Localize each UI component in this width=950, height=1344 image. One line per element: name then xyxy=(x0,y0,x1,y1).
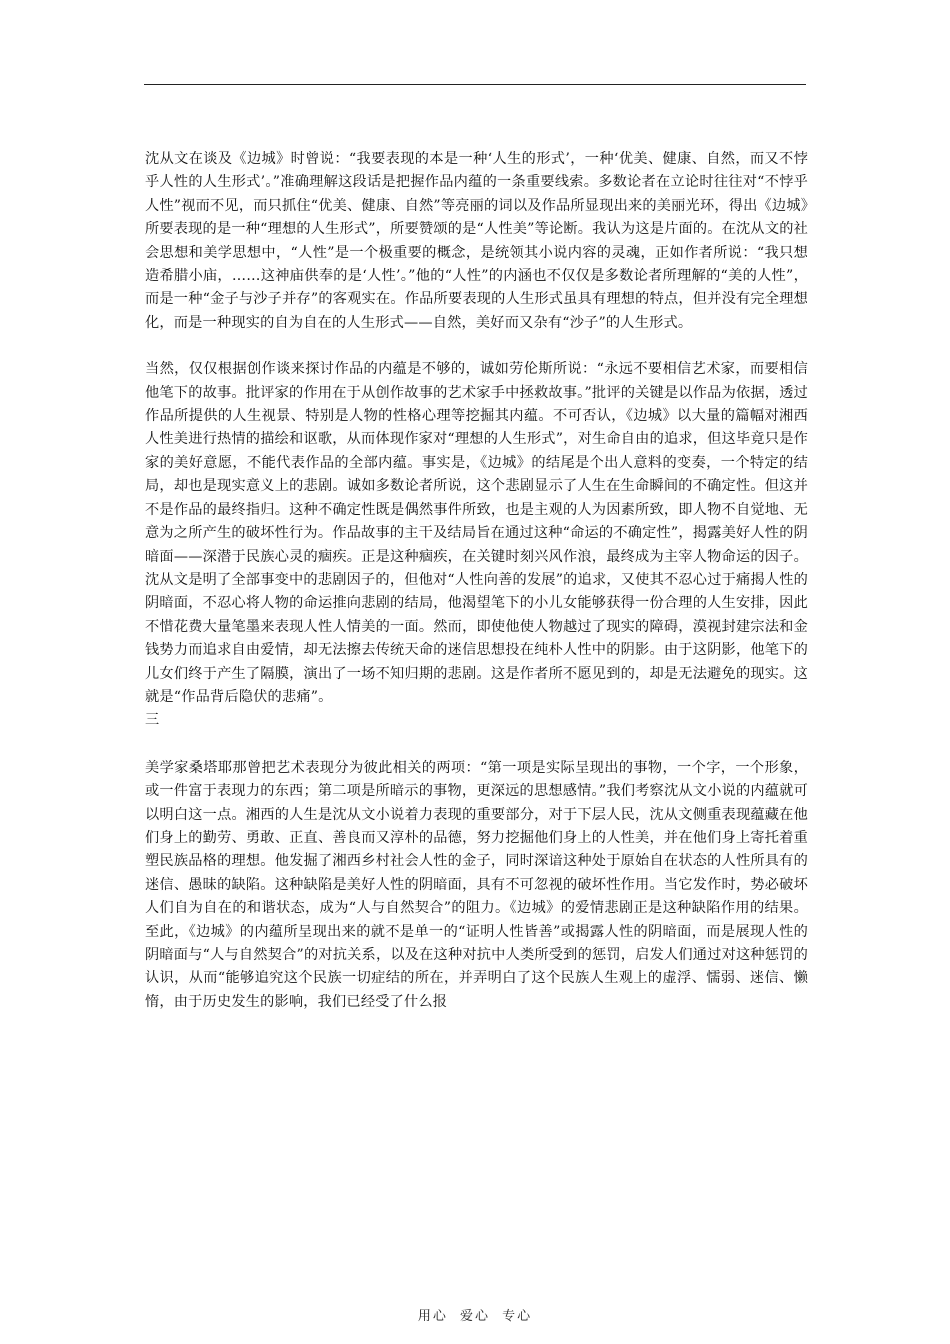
paragraph-3: 美学家桑塔耶那曾把艺术表现分为彼此相关的两项：“第一项是实际呈现出的事物，一个字，一个形象，或一件富于表现力的东西；第二项是所暗示的事物，更深远的思想感情。”我们考察沈从文小说的内蕴就可以明白这一点。湘西的人生是沈从文小说着力表现的重要部分，对于下层人民，沈从文侧重表现蕴藏在他们身上的勤劳、勇敢、正直、善良而又淳朴的品德，努力挖掘他们身上的人性美，并在他们身上寄托着重塑民族品格的理想。他发掘了湘西乡村社会人性的金子，同时深谙这种处于原始自在状态的人性所具有的迷信、愚昧的缺陷。这种缺陷是美好人性的阴暗面，具有不可忽视的破坏性作用。当它发作时，势必破坏人们自为自在的和谐状态，成为“人与自然契合”的阻力。《边城》的爱情悲剧正是这种缺陷作用的结果。至此，《边城》的内蕴所呈现出来的就不是单一的“证明人性皆善”或揭露人性的阴暗面，而是展现人性的阴暗面与“人与自然契合”的对抗关系，以及在这种对抗中人类所受到的惩罚，启发人们通过对这种惩罚的认识，从而“能够追究这个民族一切症结的所在，并弄明白了这个民族人生观上的虚浮、懦弱、迷信、懒惰，由于历史发生的影响，我们已经受了什么报 xyxy=(145,759,808,1010)
page-footer: 用心 爱心 专心 xyxy=(417,1309,533,1324)
header-rule xyxy=(144,84,806,85)
document-body xyxy=(145,148,808,1014)
paragraph-2: 当然，仅仅根据创作谈来探讨作品的内蕴是不够的，诚如劳伦斯所说：“永远不要相信艺术家，而要相信他笔下的故事。批评家的作用在于从创作故事的艺术家手中拯救故事。”批评的关键是以作品为依据，透过作品所提供的人生视景、特别是人物的性格心理等挖掘其内蕴。不可否认，《边城》以大量的篇幅对湘西人性美进行热情的描绘和讴歌，从而体现作家对“理想的人生形式”，对生命自由的追求，但这毕竟只是作家的美好意愿，不能代表作品的全部内蕴。事实是，《边城》的结尾是个出人意料的变奏，一个特定的结局，却也是现实意义上的悲剧。诚如多数论者所说，这个悲剧显示了人生在生命瞬间的不确定性。但这并不是作品的最终指归。这种不确定性既是偶然事件所致，也是主观的人为因素所致，即人物不自觉地、无意为之所产生的破坏性行为。作品故事的主干及结局旨在通过这种“命运的不确定性”，揭露美好人性的阴暗面——深潜于民族心灵的痼疾。正是这种痼疾，在关键时刻兴风作浪，最终成为主宰人物命运的因子。沈从文是明了全部事变中的悲剧因子的，但他对“人性向善的发展”的追求，又使其不忍心过于痛揭人性的阴暗面，不忍心将人物的命运推向悲剧的结局，他渴望笔下的小儿女能够获得一份合理的人生安排，因此不惜花费大量笔墨来表现人性人情美的一面。然而，即使他使人物越过了现实的障碍，漠视封建宗法和金钱势力而追求自由爱情，却无法擦去传统天命的迷信思想投在纯朴人性中的阴影。由于这阴影，他笔下的儿女们终于产生了隔膜，演出了一场不知归期的悲剧。这是作者所不愿见到的，却是无法避免的现实。这就是“作品背后隐伏的悲痛”。 xyxy=(145,361,808,705)
paragraph-1: 沈从文在谈及《边城》时曾说：“我要表现的本是一种‘人生的形式’，一种‘优美、健康、自然，而又不悖乎人性的人生形式’。”准确理解这段话是把握作品内蕴的一条重要线索。多数论者在立论时往往对“不悖乎人性”视而不见，而只抓住“优美、健康、自然”等亮丽的词以及作品所显现出来的美丽光环，得出《边城》所要表现的是一种“理想的人生形式”，所要赞颂的是“人性美”等论断。我认为这是片面的。在沈从文的社会思想和美学思想中，“人性”是一个极重要的概念，是统领其小说内容的灵魂，正如作者所说：“我只想造希腊小庙，……这神庙供奉的是‘人性’。”他的“人性”的内涵也不仅仅是多数论者所理解的“美的人性”，而是一种“金子与沙子并存”的客观实在。作品所要表现的人生形式虽具有理想的特点，但并没有完全理想化，而是一种现实的自为自在的人生形式——自然，美好而又杂有“沙子”的人生形式。 xyxy=(145,151,808,331)
section-number: 三 xyxy=(145,712,160,729)
